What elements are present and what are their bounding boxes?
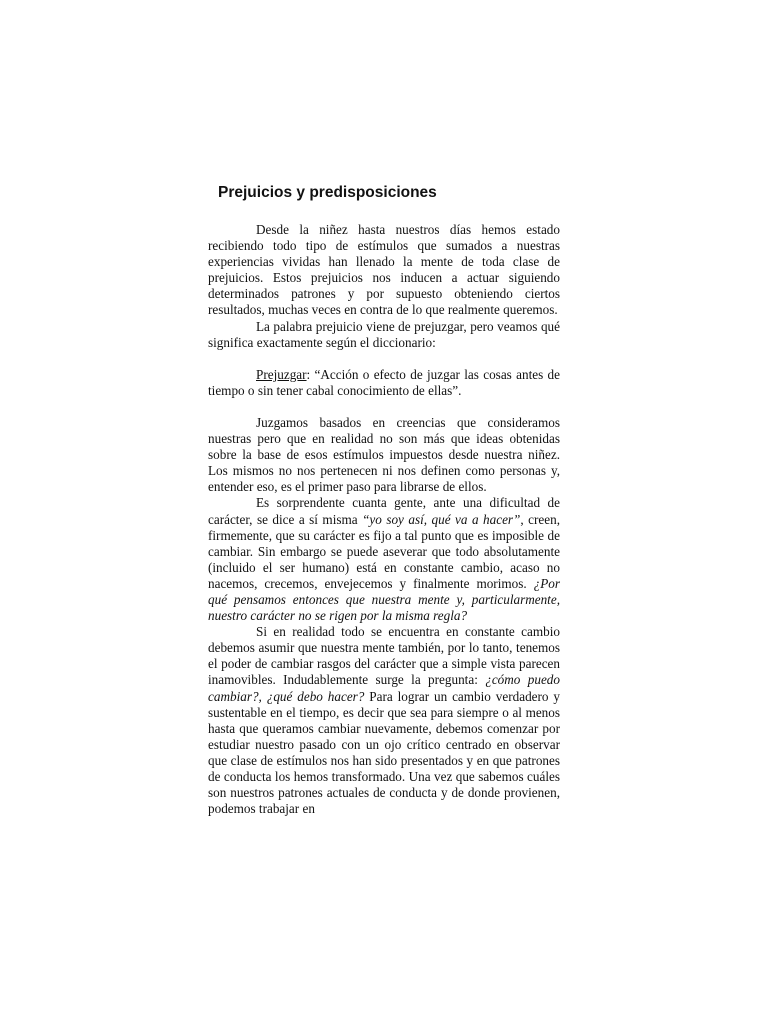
- paragraph-4-start: Es sorprendente cuanta gente, ante una dificultad de carácter, se dice a sí misma: [208, 495, 560, 527]
- paragraph-4-middle: , creen, firmemente, que su carácter es fijo a tal punto que es imposible de cambiar. Sin embargo se puede aseverar que todo absolutamente (incluido el ser humano) está en constante cambio, acaso no nacemos, crecemos, envejecemos y finalmente morimos.: [208, 511, 560, 591]
- definition-paragraph: [208, 367, 560, 399]
- paragraph-5: [208, 624, 560, 817]
- page-title: Prejuicios y predisposiciones: [218, 184, 437, 201]
- document-body: [208, 222, 560, 817]
- paragraph-4-quote: “yo soy así, qué va a hacer”: [362, 511, 521, 527]
- paragraph-3: Juzgamos basados en creencias que consideramos nuestras pero que en realidad no son más que ideas obtenidas sobre la base de esos estímulos impuestos desde nuestra niñez. Los mismos no nos pertenecen ni nos definen como personas y, entender eso, es el primer paso para librarse de ellos.: [208, 414, 560, 495]
- definition-term: Prejuzgar: [256, 366, 307, 382]
- paragraph-5-question: ¿cómo puedo cambiar?, ¿qué debo hacer?: [208, 672, 560, 704]
- paragraph-5-start: Si en realidad todo se encuentra en constante cambio debemos asumir que nuestra mente también, por lo tanto, tenemos el poder de cambiar rasgos del carácter que a simple vista parecen inamovibles. Indudablemente surge la pregunta:: [208, 624, 560, 688]
- paragraph-4: [208, 495, 560, 624]
- definition-text: : “Acción o efecto de juzgar las cosas antes de tiempo o sin tener cabal conocimiento de ellas”.: [208, 366, 560, 398]
- paragraph-4-question: ¿Por qué pensamos entonces que nuestra mente y, particularmente, nuestro carácter no se rigen por la misma regla?: [208, 575, 560, 624]
- paragraph-5-end: Para lograr un cambio verdadero y sustentable en el tiempo, es decir que sea para siempre o al menos hasta que queramos cambiar nuevamente, debemos comenzar por estudiar nuestro pasado con un ojo crítico centrado en observar que clase de estímulos nos han sido presentados y en que patrones de conducta los hemos transformado. Una vez que sabemos cuáles son nuestros patrones actuales de conducta y de donde provienen, podemos trabajar en: [208, 688, 560, 817]
- paragraph-1: Desde la niñez hasta nuestros días hemos estado recibiendo todo tipo de estímulos que sumados a nuestras experiencias vividas han llenado la mente de toda clase de prejuicios. Estos prejuicios nos inducen a actuar siguiendo determinados patrones y por supuesto obteniendo ciertos resultados, muchas veces en contra de lo que realmente queremos.: [208, 222, 560, 318]
- paragraph-2: La palabra prejuicio viene de prejuzgar, pero veamos qué significa exactamente según el diccionario:: [208, 318, 560, 350]
